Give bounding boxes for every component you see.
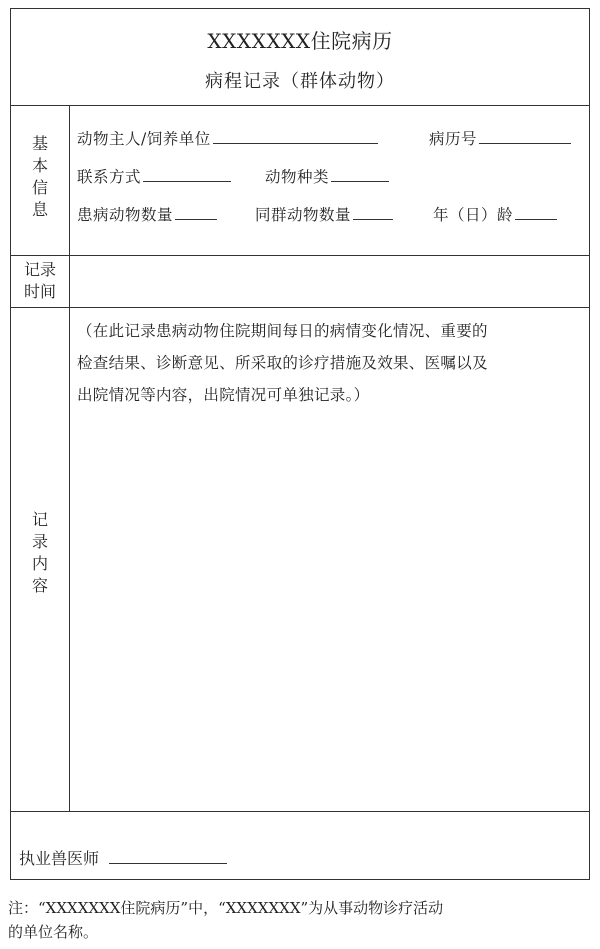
content-divider: [11, 811, 589, 812]
form-subtitle: 病程记录（群体动物）: [205, 71, 395, 92]
record-no-field: 病历号: [429, 127, 571, 149]
owner-blank[interactable]: [213, 128, 378, 144]
species-blank[interactable]: [331, 166, 389, 182]
record-content-label: 记 录 内 容: [31, 510, 48, 595]
group-count-blank[interactable]: [353, 204, 393, 220]
contact-field: 联系方式: [77, 165, 231, 187]
owner-field: 动物主人/饲养单位: [77, 127, 378, 149]
footnote: 注：“XXXXXXX住院病历”中，“XXXXXXX”为从事动物诊疗活动 的单位名称。: [8, 899, 444, 941]
record-content-instructions: （在此记录患病动物住院期间每日的病情变化情况、重要的 检查结果、诊断意见、所采取的诊疗措施及效果、医嘱以及 出院情况等内容，出院情况可单独记录。）: [77, 322, 488, 404]
sick-count-field: 患病动物数量: [77, 203, 217, 225]
species-field: 动物种类: [265, 165, 389, 187]
contact-blank[interactable]: [143, 166, 231, 182]
sick-count-blank[interactable]: [175, 204, 217, 220]
header-divider: [11, 105, 589, 106]
basic-info-divider: [11, 255, 589, 256]
vet-signature-field: 执业兽医师: [19, 846, 227, 869]
basic-info-label: 基 本 信 息: [31, 134, 48, 219]
group-count-field: 同群动物数量: [255, 203, 393, 225]
vet-signature-blank[interactable]: [109, 848, 227, 864]
age-blank[interactable]: [515, 204, 557, 220]
record-time-label: 记录 时间: [23, 260, 56, 301]
record-time-divider: [11, 307, 589, 308]
age-field: 年（日）龄: [433, 203, 557, 225]
record-no-blank[interactable]: [479, 128, 571, 144]
medical-record-form: [10, 8, 590, 880]
form-title: XXXXXXX住院病历: [207, 29, 393, 53]
label-column-divider: [69, 105, 70, 811]
